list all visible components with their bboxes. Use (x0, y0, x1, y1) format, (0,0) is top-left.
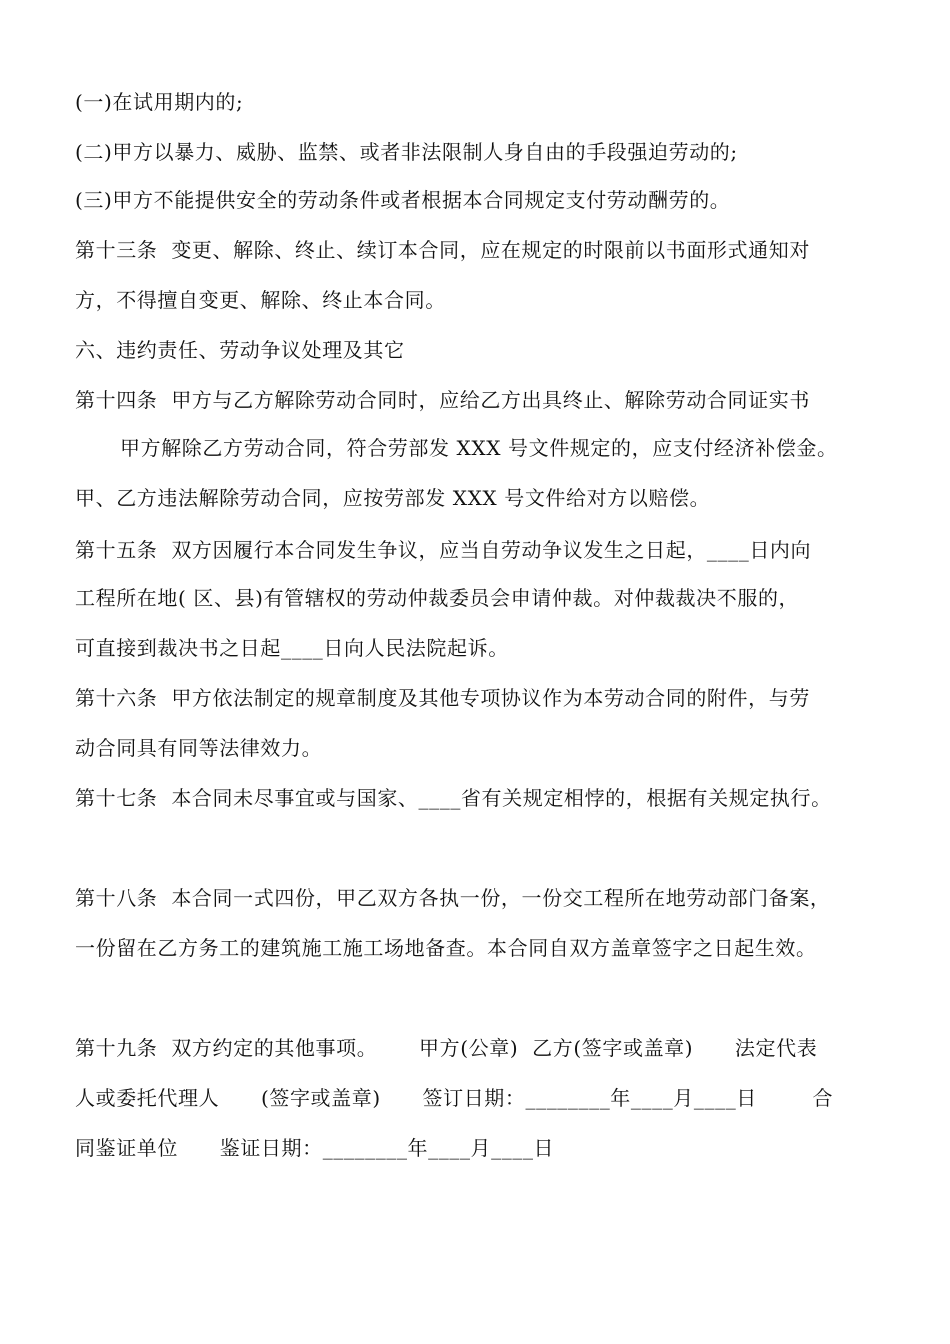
article-19-line-3: 同鉴证单位 鉴证日期：________年____月____日 (75, 1136, 555, 1160)
article-14-line-3: 甲、乙方违法解除劳动合同，应按劳部发 XXX 号文件给对方以赔偿。 (75, 486, 711, 510)
article-19-line-1: 第十九条 双方约定的其他事项。 甲方(公章) 乙方(签字或盖章) 法定代表 (75, 1036, 818, 1060)
clause-item-3: (三)甲方不能提供安全的劳动条件或者根据本合同规定支付劳动酬劳的。 (75, 188, 731, 212)
article-15-line-1: 第十五条 双方因履行本合同发生争议，应当自劳动争议发生之日起，____日内向 (75, 538, 812, 562)
article-14-line-2: 甲方解除乙方劳动合同，符合劳部发 XXX 号文件规定的，应支付经济补偿金。 (120, 436, 838, 460)
clause-item-1: (一)在试用期内的; (75, 90, 244, 114)
article-15-line-3: 可直接到裁决书之日起____日向人民法院起诉。 (75, 636, 509, 660)
article-16-line-2: 动合同具有同等法律效力。 (75, 736, 323, 760)
article-13-line-2: 方，不得擅自变更、解除、终止本合同。 (75, 288, 446, 312)
article-13-line-1: 第十三条 变更、解除、终止、续订本合同，应在规定的时限前以书面形式通知对 (75, 238, 810, 262)
article-18-line-2: 一份留在乙方务工的建筑施工施工场地备查。本合同自双方盖章签字之日起生效。 (75, 936, 817, 960)
article-14-line-1: 第十四条 甲方与乙方解除劳动合同时，应给乙方出具终止、解除劳动合同证实书 (75, 388, 810, 412)
article-18-line-1: 第十八条 本合同一式四份，甲乙双方各执一份，一份交工程所在地劳动部门备案， (75, 886, 831, 910)
clause-item-2: (二)甲方以暴力、威胁、监禁、或者非法限制人身自由的手段强迫劳动的; (75, 140, 738, 164)
article-17: 第十七条 本合同未尽事宜或与国家、____省有关规定相悖的，根据有关规定执行。 (75, 786, 832, 810)
section-6-heading: 六、违约责任、劳动争议处理及其它 (75, 338, 405, 362)
article-15-line-2: 工程所在地( 区、县)有管辖权的劳动仲裁委员会申请仲裁。对仲裁裁决不服的， (75, 586, 800, 610)
article-16-line-1: 第十六条 甲方依法制定的规章制度及其他专项协议作为本劳动合同的附件，与劳 (75, 686, 810, 710)
article-19-line-2: 人或委托代理人 (签字或盖章) 签订日期：________年____月____日 合 (75, 1086, 834, 1110)
